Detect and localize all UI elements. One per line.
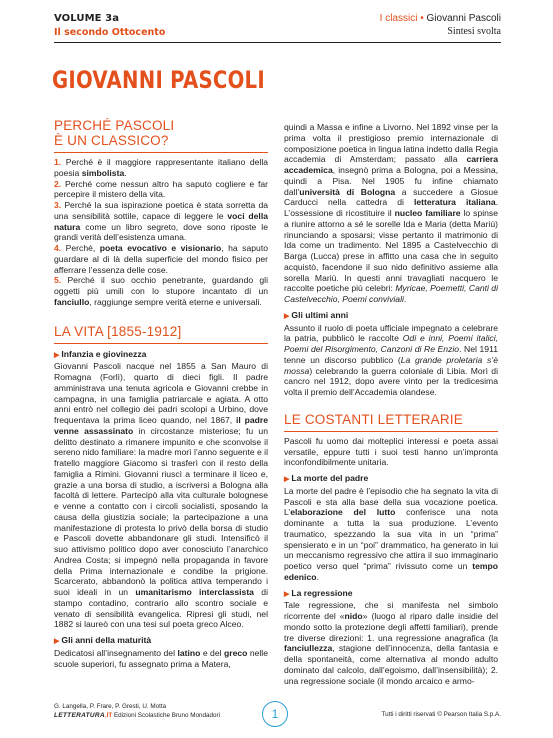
section-rule bbox=[54, 152, 268, 153]
volume-label: VOLUME 3a bbox=[54, 13, 120, 24]
publisher-name: Edizioni Scolastiche Bruno Mondadori bbox=[112, 711, 221, 719]
text: Giovanni Pascoli nacque nel 1855 a San Mauro di Romagna (Forlì), quarto di dieci figli. Il padre amministrava una tenuta agricola e Giovanni crebbe in campagna, in una famiglia patriarcale e agiata. A otto anni entrò nel collegio dei padri scolopi a Urbino, dove frequentava la prima liceo quando, nel 1867, bbox=[54, 361, 268, 425]
breadcrumb-section[interactable]: I classici bbox=[379, 13, 418, 24]
highlight: nido bbox=[344, 611, 363, 621]
classico-point-5 bbox=[54, 275, 268, 307]
text: . bbox=[403, 294, 407, 304]
section-title-costanti: LE COSTANTI LETTERARIE bbox=[284, 411, 463, 427]
header-left bbox=[54, 13, 165, 38]
highlight: poeta evocativo e visionario bbox=[99, 243, 222, 253]
text: ) celebrando la guerra coloniale di Libia. Morì di cancro nel 1912, dopo avere vinto per la tredicesima volta il premio dell’Accademia olandese. bbox=[284, 365, 498, 397]
italic-titles: Odi e inni, Poemi italici, Poemi del Risorgimento, Canzoni di Re Enzio bbox=[284, 333, 498, 354]
text: Perché, bbox=[65, 243, 100, 253]
brand-logo: LETTERATURA bbox=[54, 711, 105, 719]
subhead-infanzia bbox=[54, 349, 268, 362]
subhead-ultimi-anni bbox=[284, 310, 498, 323]
page-title: GIOVANNI PASCOLI bbox=[52, 66, 265, 94]
classico-point-2 bbox=[54, 179, 268, 201]
section-title-vita: LA VITA [1855-1912] bbox=[54, 323, 182, 339]
text: . bbox=[124, 167, 127, 178]
triangle-icon: ▶ bbox=[54, 638, 60, 645]
text: in circostanze misteriose; fu un delitto destinato a rimanere impunito e che sconvolse il sereno nido familiare: la madre morì l’anno seguente e il fratello maggiore Giacomo si trasferì con il resto della famiglia a Rimini. Giovanni riuscì a terminare il liceo e, grazie a una borsa di studio, a iscriversi a Bologna alla facoltà di lettere. Partecipò alla vita culturale bolognese e venne a contatto con i circoli socialisti, sposando la causa della giustizia sociale; la partecipazione a una manifestazione di protesta lo privò della borsa di studio e Pascoli dovette abbandonare gli studi. Intensificò il suo attivismo politico dopo aver conosciuto l’anarchico Andrea Costa; si impegnò nella propaganda in favore della Prima internazionale e condibe la prigione. Scarcerato, abbandonò la politica attiva temperando i suoi ideali in un bbox=[54, 425, 269, 597]
period-label: Il secondo Ottocento bbox=[54, 27, 166, 38]
subhead-text: La regressione bbox=[291, 587, 353, 598]
text: , insegnò prima a Bologna, poi a Messina, quindi a Pisa. Nel 1905 fu infine chiamato dall’ bbox=[284, 165, 498, 197]
text: . Nel 1911 tenne un discorso pubblico ( bbox=[284, 344, 498, 365]
ultimi-anni-paragraph bbox=[284, 323, 498, 398]
breadcrumb-author: Giovanni Pascoli bbox=[426, 13, 501, 24]
vita-paragraph-1 bbox=[54, 361, 268, 630]
footer-rights: Tutti i diritti riservati © Pearson Italia S.p.A. bbox=[381, 711, 501, 718]
text: Perché come nessun altro ha saputo cogliere e far percepire il mistero della vita. bbox=[54, 178, 268, 200]
point-number: 2. bbox=[54, 178, 62, 189]
text: Perché la sua ispirazione poetica è stata sorretta da una sensibilità sottile, capace di leggere le bbox=[54, 200, 268, 221]
header-subtitle: Sintesi svolta bbox=[447, 26, 501, 37]
text: . L’ossessione di ricostituire il bbox=[284, 197, 499, 218]
vita-paragraph-2 bbox=[54, 648, 268, 670]
page-number: 1 bbox=[262, 701, 288, 727]
subhead-maturita bbox=[54, 635, 268, 648]
header-right bbox=[380, 13, 501, 37]
text: lo spinse a riunire attorno a sé le sorelle Ida e Maria (detta Mariù) rinunciando a sposarsi; visse pertanto il matrimonio di Ida come un tradimento. Nel 1895 a Castelvecchio di Barga (Lucca) prese in affitto una casa che in seguito acquistò, facendone il suo nido definitivo assieme alla sorella Mariù. In questi anni travagliati nacquero le raccolte poetiche più celebri: bbox=[284, 208, 498, 294]
maturita-paragraph-cont bbox=[284, 122, 498, 305]
text: nelle scuole superiori, fu assegnato prima a Matera, bbox=[54, 647, 268, 669]
triangle-icon: ▶ bbox=[54, 351, 60, 359]
text: , stagione dell’innocenza, della fantasia e della spontaneità, come alternativa al mondo adulto dominato dal calcolo, dall’egoismo, dall’insensibilità); 2. una regressione sociale (il mondo arcaico e armo- bbox=[284, 643, 498, 686]
highlight: fanciullo bbox=[54, 296, 90, 307]
section-title-classico bbox=[54, 118, 268, 148]
highlight: fanciullezza bbox=[284, 643, 333, 654]
section-rule bbox=[54, 343, 268, 344]
subhead-text: Gli anni della maturità bbox=[61, 635, 152, 645]
breadcrumb-bullet: • bbox=[420, 13, 424, 24]
highlight: voci della natura bbox=[54, 210, 268, 232]
highlight: letteratura italiana bbox=[413, 197, 496, 208]
highlight: umanitarismo interclassista bbox=[135, 587, 254, 597]
text: e del bbox=[200, 647, 224, 658]
section-rule bbox=[284, 431, 498, 432]
highlight: simbolista bbox=[81, 167, 125, 178]
subhead-text: Infanzia e giovinezza bbox=[61, 348, 147, 359]
highlight: tempo edenico bbox=[284, 561, 498, 582]
text: conferisce una nota dominante a tutta la sua produzione. L’evento traumatico, spezzando la sua vita in un “prima” spensierato e in un “poi” drammatico, ha generato in lui un meccanismo regressivo che attira il suo immaginario poetico verso quel “prima” rivissuto come un bbox=[284, 507, 498, 571]
italic-titles: Myricae, Poemetti, Canti di Castelvecchio, Poemi conviviali bbox=[284, 283, 498, 304]
subhead-morte-padre bbox=[284, 473, 498, 486]
classico-title-line2: È UN CLASSICO? bbox=[54, 133, 169, 148]
text: Tale regressione, che si manifesta nel simbolo ricorrente del « bbox=[284, 600, 498, 621]
point-number: 5. bbox=[54, 275, 62, 286]
footer-credits bbox=[54, 703, 220, 720]
regressione-paragraph bbox=[284, 600, 498, 686]
point-number: 4. bbox=[54, 243, 62, 253]
brand-logo-suffix: .IT bbox=[104, 711, 113, 719]
footer-publisher-line bbox=[54, 712, 220, 721]
header-divider bbox=[54, 42, 501, 43]
text: , raggiunge sempre verità eterne e universali. bbox=[89, 296, 262, 307]
triangle-icon: ▶ bbox=[284, 590, 290, 598]
highlight: carriera accademica bbox=[284, 154, 498, 175]
classico-title-line1: PERCHÉ PASCOLI bbox=[54, 118, 175, 133]
text: » (luogo al riparo dalle insidie del mondo sotto la protezione degli affetti familiari), prende tre diverse direzioni: 1. una regressione anagrafica (la bbox=[284, 611, 498, 643]
point-number: 1. bbox=[54, 157, 62, 167]
highlight: greco bbox=[223, 647, 248, 658]
highlight: latino bbox=[177, 647, 201, 658]
costanti-intro: Pascoli fu uomo dai molteplici interessi e poeta assai versatile, eppure tutti i suoi testi hanno un’impronta inconfondibilmente unitaria. bbox=[284, 435, 498, 468]
morte-padre-paragraph bbox=[284, 486, 498, 583]
classico-point-4 bbox=[54, 243, 268, 275]
highlight: elaborazione del lutto bbox=[290, 507, 396, 518]
highlight: nucleo familiare bbox=[394, 208, 461, 218]
point-number: 3. bbox=[54, 200, 62, 210]
text: Perché il suo occhio penetrante, guardando gli oggetti più umili con lo stupore incantato di un bbox=[54, 275, 269, 296]
triangle-icon: ▶ bbox=[284, 312, 290, 320]
highlight: il padre venne assassinato bbox=[54, 415, 268, 436]
text: Perché è il maggiore rappresentante italiano della poesia bbox=[54, 157, 269, 178]
italic-titles: La grande proletaria s’è mossa bbox=[284, 354, 498, 376]
subhead-text: Gli ultimi anni bbox=[291, 309, 349, 320]
triangle-icon: ▶ bbox=[284, 476, 290, 483]
text: . bbox=[316, 571, 319, 582]
text: Dedicatosi all’insegnamento del bbox=[54, 647, 178, 658]
text: a succedere a Giosue Carducci nella cattedra di bbox=[284, 186, 498, 208]
classico-point-3 bbox=[54, 200, 268, 243]
text: come un libro segreto, dove sono riposte le grandi verità dell’esistenza umana. bbox=[54, 221, 268, 243]
highlight: università di Bologna bbox=[299, 186, 396, 197]
text: Assunto il ruolo di poeta ufficiale impegnato a celebrare la patria, pubblicò le raccolte bbox=[284, 322, 498, 344]
footer-authors: G. Langella, P. Frare, P. Gresti, U. Motta bbox=[54, 703, 167, 710]
text: di stampo contadino, contrario allo scontro sociale e venato di sensibilità evangelica. Ripresi gli studi, nel 1882 si laureò con una tesi sul poeta greco Alceo. bbox=[54, 587, 268, 630]
left-column bbox=[54, 118, 268, 669]
subhead-regressione bbox=[284, 588, 498, 601]
subhead-text: La morte del padre bbox=[291, 473, 369, 483]
classico-point-1 bbox=[54, 157, 268, 179]
text: quindi a Massa e infine a Livorno. Nel 1892 vinse per la prima volta il prestigioso premio internazionale di composizione poetica in lingua latina indetto dalla Regia accademia di Amsterdam; passato alla bbox=[284, 122, 498, 165]
text: La morte del padre è l’episodio che ha segnato la vita di Pascoli e sta alla base della sua vocazione poetica. L’ bbox=[284, 485, 498, 518]
text: , ha saputo guardare al di là della superficie del mondo fisico per afferrare l’essenza delle cose. bbox=[54, 243, 268, 275]
breadcrumb bbox=[380, 13, 501, 24]
right-column bbox=[284, 122, 498, 686]
